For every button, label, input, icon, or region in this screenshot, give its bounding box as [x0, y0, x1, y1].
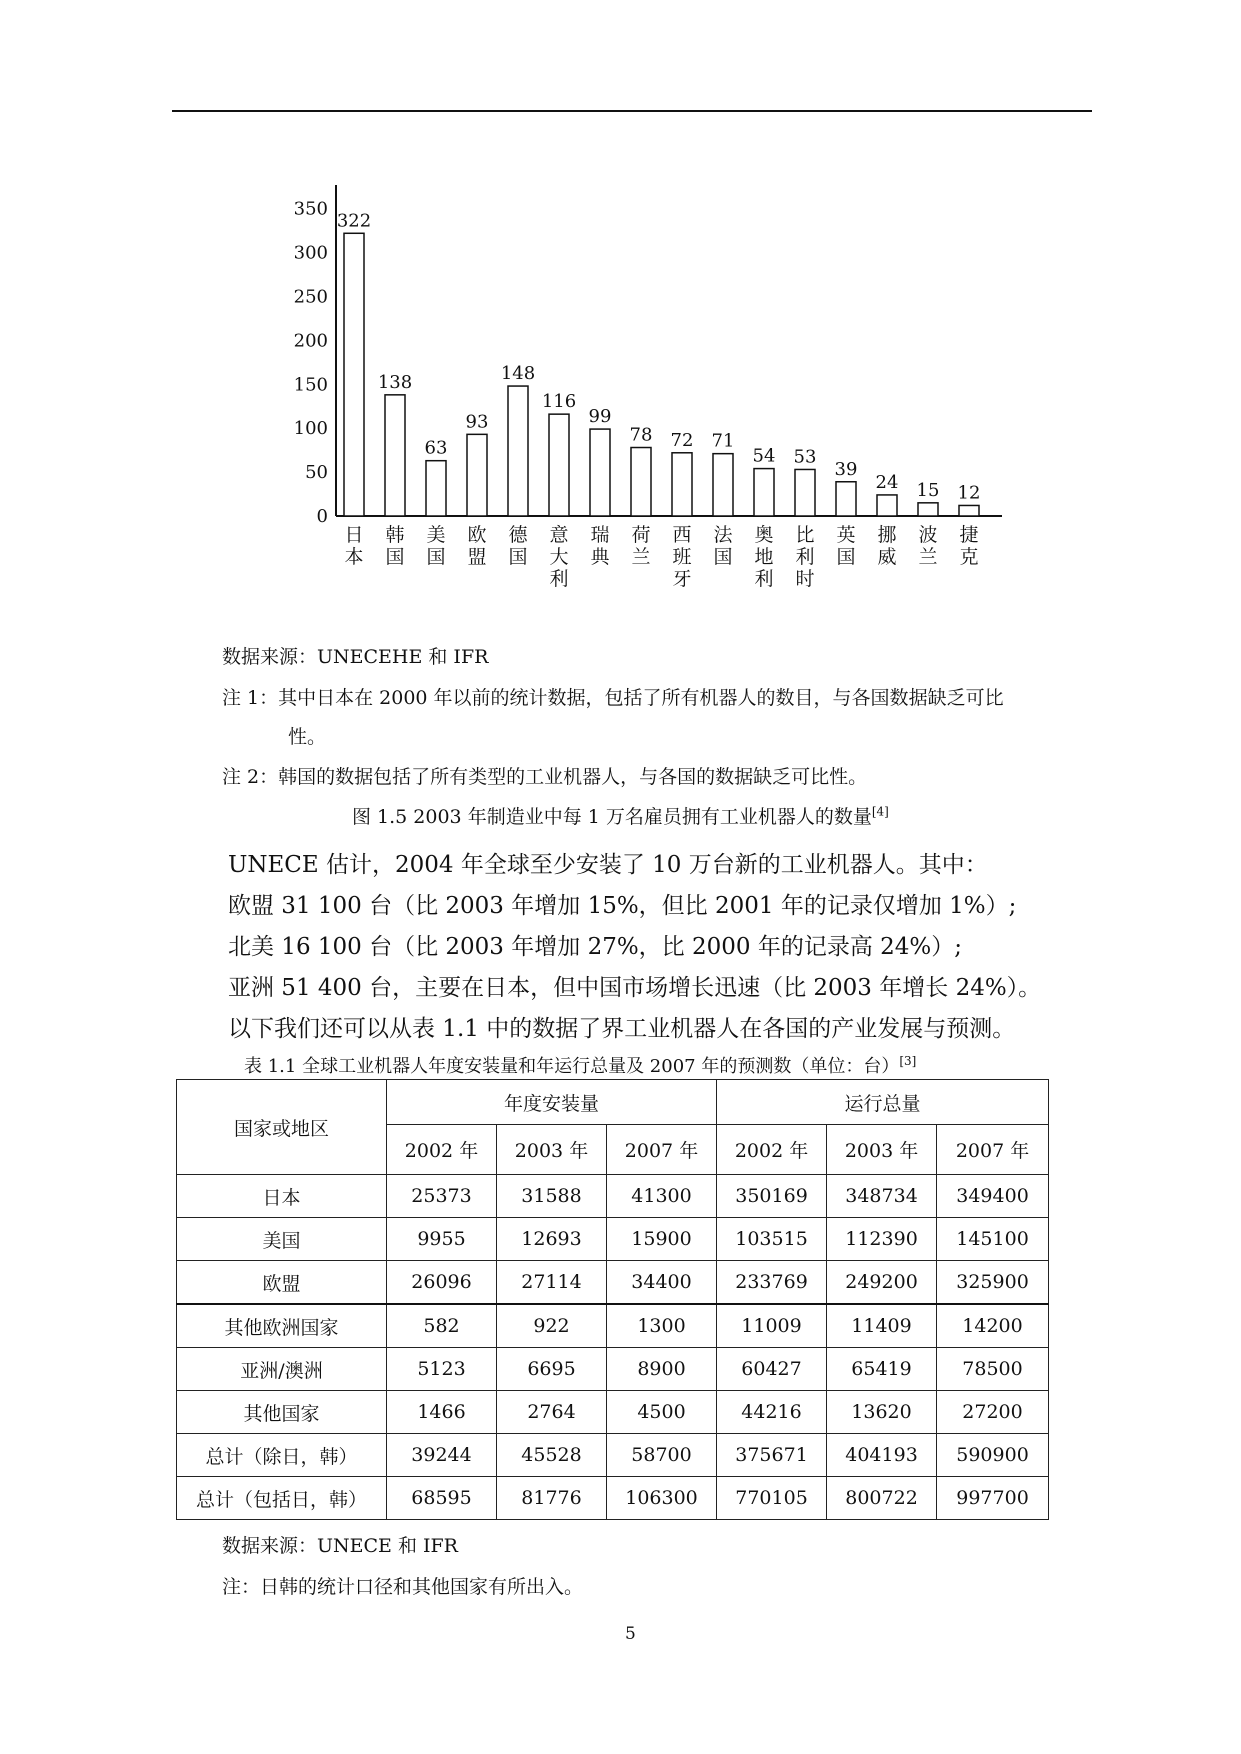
- value-cell: 26096: [387, 1261, 497, 1305]
- bar-chart: [0, 0, 1241, 620]
- x-category-label: 波兰: [918, 524, 938, 568]
- body-line-2: 欧盟 31 100 台（比 2003 年增加 15%，但比 2001 年的记录仅增加 1%）;: [228, 893, 1017, 919]
- value-cell: 15900: [607, 1218, 717, 1261]
- bar-value-label: 93: [465, 411, 489, 433]
- value-cell: 44216: [717, 1391, 827, 1434]
- figure-caption-ref: [4]: [871, 804, 889, 819]
- value-cell: 60427: [717, 1348, 827, 1391]
- value-cell: 112390: [827, 1218, 937, 1261]
- table-caption-ref: [3]: [899, 1054, 917, 1068]
- bar-value-label: 24: [875, 471, 899, 493]
- value-cell: 68595: [387, 1477, 497, 1520]
- x-category-label: 美国: [426, 524, 446, 568]
- chart-source: 数据来源：UNECEHE 和 IFR: [222, 646, 489, 668]
- x-category-label: 法国: [713, 524, 733, 568]
- region-cell: 亚洲/澳洲: [177, 1348, 387, 1391]
- value-cell: 25373: [387, 1175, 497, 1218]
- table-source: 数据来源：UNECE 和 IFR: [222, 1535, 458, 1557]
- bar-value-label: 72: [670, 429, 694, 451]
- bar: [385, 395, 405, 516]
- x-category-label: 意大利: [549, 524, 569, 590]
- x-category-label: 荷兰: [631, 524, 651, 568]
- value-cell: 78500: [937, 1348, 1049, 1391]
- note-1: 注 1：其中日本在 2000 年以前的统计数据，包括了所有机器人的数目，与各国数据缺乏可比: [222, 687, 1004, 709]
- year-header: 2007 年: [607, 1125, 717, 1175]
- value-cell: 58700: [607, 1434, 717, 1477]
- value-cell: 2764: [497, 1391, 607, 1434]
- figure-caption: 图 1.5 2003 年制造业中每 1 万名雇员拥有工业机器人的数量[4]: [352, 804, 889, 828]
- value-cell: 349400: [937, 1175, 1049, 1218]
- value-cell: 249200: [827, 1261, 937, 1305]
- bar-value-label: 53: [793, 446, 817, 468]
- region-cell: 其他国家: [177, 1391, 387, 1434]
- value-cell: 27114: [497, 1261, 607, 1305]
- bar: [549, 414, 569, 516]
- value-cell: 9955: [387, 1218, 497, 1261]
- value-cell: 14200: [937, 1304, 1049, 1348]
- table-row: [177, 1218, 1049, 1261]
- region-cell: 其他欧洲国家: [177, 1304, 387, 1348]
- group-header-installs: 年度安装量: [387, 1080, 717, 1125]
- value-cell: 27200: [937, 1391, 1049, 1434]
- group-header-stock: 运行总量: [717, 1080, 1049, 1125]
- bar-value-label: 39: [834, 458, 858, 480]
- bar: [836, 482, 856, 516]
- bar-value-label: 54: [752, 445, 776, 467]
- bar: [590, 429, 610, 516]
- value-cell: 41300: [607, 1175, 717, 1218]
- bar: [467, 434, 487, 516]
- year-header: 2007 年: [937, 1125, 1049, 1175]
- table-row: [177, 1175, 1049, 1218]
- region-cell: 美国: [177, 1218, 387, 1261]
- x-category-label: 韩国: [385, 524, 405, 568]
- y-tick-label: 350: [293, 198, 328, 220]
- x-category-label: 比利时: [795, 524, 815, 590]
- x-category-label: 挪威: [877, 524, 897, 568]
- table-row: [177, 1348, 1049, 1391]
- bar: [344, 233, 364, 516]
- value-cell: 325900: [937, 1261, 1049, 1305]
- bar-value-label: 148: [500, 363, 536, 385]
- year-header: 2002 年: [387, 1125, 497, 1175]
- region-cell: 总计（除日，韩）: [177, 1434, 387, 1477]
- body-line-4: 亚洲 51 400 台，主要在日本，但中国市场增长迅速（比 2003 年增长 24%）。: [228, 975, 1042, 1001]
- bar-value-label: 15: [916, 479, 940, 501]
- y-tick-label: 300: [293, 242, 328, 264]
- y-tick-label: 100: [293, 418, 328, 440]
- note-1-continued: 性。: [288, 726, 327, 748]
- x-category-label: 日本: [344, 524, 364, 568]
- value-cell: 1466: [387, 1391, 497, 1434]
- bar: [672, 453, 692, 516]
- value-cell: 34400: [607, 1261, 717, 1305]
- value-cell: 997700: [937, 1477, 1049, 1520]
- body-line-1: UNECE 估计，2004 年全球至少安装了 10 万台新的工业机器人。其中：: [228, 852, 988, 878]
- x-category-label: 德国: [508, 524, 528, 568]
- value-cell: 39244: [387, 1434, 497, 1477]
- bar: [918, 503, 938, 516]
- x-category-label: 西班牙: [672, 524, 692, 590]
- bar: [959, 505, 979, 516]
- value-cell: 582: [387, 1304, 497, 1348]
- bar-value-label: 71: [711, 430, 735, 452]
- x-category-label: 欧盟: [467, 524, 487, 568]
- value-cell: 350169: [717, 1175, 827, 1218]
- bar: [877, 495, 897, 516]
- y-tick-label: 150: [293, 374, 328, 396]
- table-row: [177, 1391, 1049, 1434]
- table-row: [177, 1261, 1049, 1305]
- value-cell: 6695: [497, 1348, 607, 1391]
- table-corner: 国家或地区: [177, 1080, 387, 1175]
- bar-value-label: 63: [424, 437, 448, 459]
- value-cell: 13620: [827, 1391, 937, 1434]
- table-caption: 表 1.1 全球工业机器人年度安装量和年运行总量及 2007 年的预测数（单位：台）[3]: [244, 1054, 917, 1077]
- value-cell: 106300: [607, 1477, 717, 1520]
- bar: [713, 454, 733, 516]
- bar: [508, 386, 528, 516]
- value-cell: 11409: [827, 1304, 937, 1348]
- note-3: 注：日韩的统计口径和其他国家有所出入。: [222, 1576, 584, 1598]
- y-tick-label: 250: [293, 286, 328, 308]
- value-cell: 5123: [387, 1348, 497, 1391]
- bar-value-label: 12: [957, 482, 981, 504]
- value-cell: 31588: [497, 1175, 607, 1218]
- body-line-5: 以下我们还可以从表 1.1 中的数据了界工业机器人在各国的产业发展与预测。: [228, 1016, 1016, 1042]
- bar: [754, 469, 774, 516]
- value-cell: 404193: [827, 1434, 937, 1477]
- y-tick-label: 200: [293, 330, 328, 352]
- value-cell: 145100: [937, 1218, 1049, 1261]
- bar: [426, 461, 446, 516]
- robot-table: [176, 1079, 1049, 1520]
- value-cell: 8900: [607, 1348, 717, 1391]
- x-category-label: 英国: [836, 524, 856, 568]
- bar: [795, 469, 815, 516]
- table-row: [177, 1434, 1049, 1477]
- y-tick-label: 0: [316, 506, 328, 527]
- value-cell: 233769: [717, 1261, 827, 1305]
- body-line-3: 北美 16 100 台（比 2003 年增加 27%，比 2000 年的记录高 24%）;: [228, 934, 963, 960]
- bar: [631, 448, 651, 516]
- region-cell: 日本: [177, 1175, 387, 1218]
- value-cell: 800722: [827, 1477, 937, 1520]
- year-header: 2003 年: [827, 1125, 937, 1175]
- bar-value-label: 138: [377, 371, 413, 393]
- value-cell: 375671: [717, 1434, 827, 1477]
- bar-value-label: 99: [588, 406, 612, 428]
- bar-value-label: 116: [541, 391, 577, 413]
- page-number: 5: [625, 1624, 636, 1644]
- table-row: [177, 1477, 1049, 1520]
- bar-value-label: 78: [629, 424, 653, 446]
- value-cell: 922: [497, 1304, 607, 1348]
- year-header: 2003 年: [497, 1125, 607, 1175]
- y-tick-label: 50: [305, 462, 328, 484]
- note-2: 注 2：韩国的数据包括了所有类型的工业机器人，与各国的数据缺乏可比性。: [222, 766, 868, 788]
- value-cell: 4500: [607, 1391, 717, 1434]
- value-cell: 11009: [717, 1304, 827, 1348]
- x-category-label: 瑞典: [590, 524, 610, 568]
- value-cell: 81776: [497, 1477, 607, 1520]
- value-cell: 12693: [497, 1218, 607, 1261]
- bar-value-label: 322: [336, 210, 372, 232]
- region-cell: 欧盟: [177, 1261, 387, 1305]
- x-category-label: 奥地利: [754, 524, 774, 590]
- value-cell: 770105: [717, 1477, 827, 1520]
- region-cell: 总计（包括日，韩）: [177, 1477, 387, 1520]
- x-category-label: 捷克: [959, 524, 979, 568]
- value-cell: 45528: [497, 1434, 607, 1477]
- value-cell: 1300: [607, 1304, 717, 1348]
- value-cell: 348734: [827, 1175, 937, 1218]
- table-row: [177, 1304, 1049, 1348]
- value-cell: 590900: [937, 1434, 1049, 1477]
- value-cell: 103515: [717, 1218, 827, 1261]
- value-cell: 65419: [827, 1348, 937, 1391]
- year-header: 2002 年: [717, 1125, 827, 1175]
